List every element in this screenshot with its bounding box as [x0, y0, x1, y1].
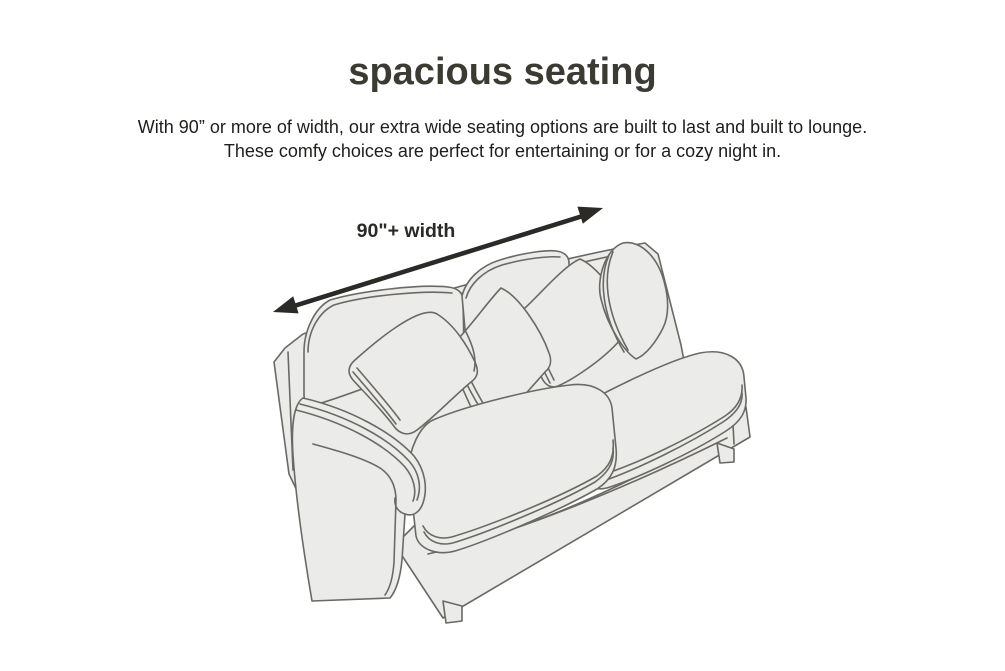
arrowhead-right [577, 207, 603, 224]
sofa-illustration [274, 243, 750, 623]
arrowhead-left [273, 296, 299, 313]
sofa-base-step-line [733, 424, 734, 444]
width-dimension-label: 90"+ width [356, 220, 456, 242]
description-line-2: These comfy choices are perfect for entertaining or for a cozy night in. [223, 140, 782, 161]
page-title: spacious seating [348, 51, 657, 93]
description-line-1: With 90” or more of width, our extra wide seating options are built to last and built to lounge. [137, 117, 868, 137]
